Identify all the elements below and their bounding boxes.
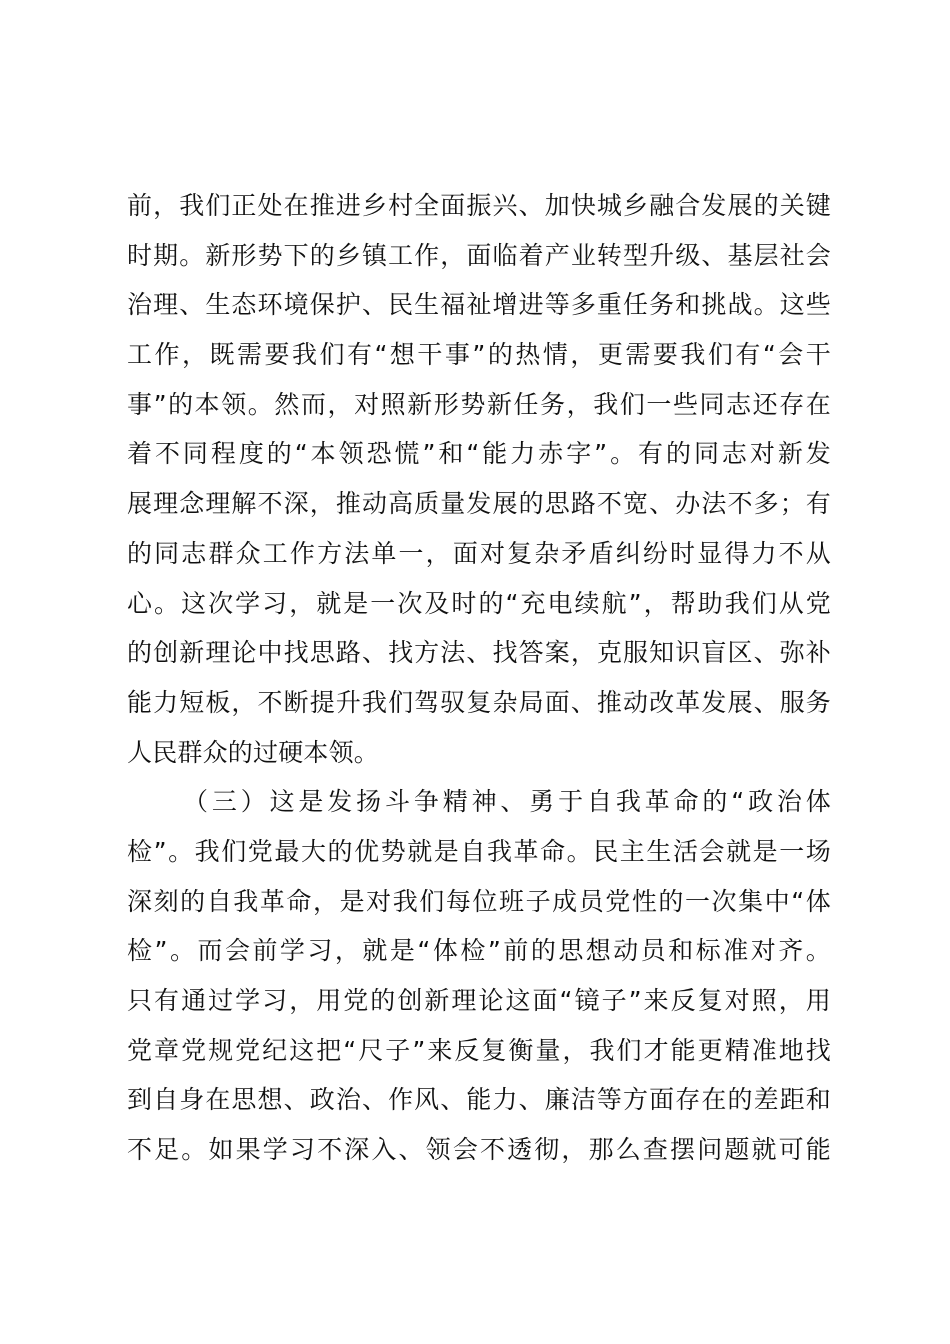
text-line: 展理念理解不深，推动高质量发展的思路不宽、办法不多；有 xyxy=(127,489,831,519)
paragraph-ability-improvement xyxy=(127,181,831,777)
text-line: 治理、生态环境保护、民生福祉增进等多重任务和挑战。这些 xyxy=(127,290,831,320)
text-line: 事”的本领。然而，对照新形势新任务，我们一些同志还存在 xyxy=(127,389,831,419)
text-line: 只有通过学习，用党的创新理论这面“镜子”来反复对照，用 xyxy=(127,986,831,1015)
text-line: 时期。新形势下的乡镇工作，面临着产业转型升级、基层社会 xyxy=(127,240,831,270)
text-line: 深刻的自我革命，是对我们每位班子成员党性的一次集中“体 xyxy=(127,886,831,916)
text-line: 的同志群众工作方法单一，面对复杂矛盾纠纷时显得力不从 xyxy=(127,538,831,568)
text-line: 能力短板，不断提升我们驾驭复杂局面、推动改革发展、服务 xyxy=(127,687,831,717)
text-line: 党章党规党纪这把“尺子”来反复衡量，我们才能更精准地找 xyxy=(127,1035,831,1065)
document-body xyxy=(127,181,831,1175)
text-line: 检”。而会前学习，就是“体检”前的思想动员和标准对齐。 xyxy=(127,936,831,966)
text-line: 到自身在思想、政治、作风、能力、廉洁等方面存在的差距和 xyxy=(127,1085,831,1115)
text-line: 检”。我们党最大的优势就是自我革命。民主生活会就是一场 xyxy=(127,836,831,866)
text-line: 的创新理论中找思路、找方法、找答案，克服知识盲区、弥补 xyxy=(127,638,831,668)
text-line: 着不同程度的“本领恐慌”和“能力赤字”。有的同志对新发 xyxy=(127,439,831,469)
text-line: 心。这次学习，就是一次及时的“充电续航”，帮助我们从党 xyxy=(127,588,831,618)
text-line: 人民群众的过硬本领。 xyxy=(127,737,380,767)
section-heading-line: （三）这是发扬斗争精神、勇于自我革命的“政治体 xyxy=(183,787,831,817)
text-line: 工作，既需要我们有“想干事”的热情，更需要我们有“会干 xyxy=(127,340,831,370)
paragraph-section-three-political-checkup xyxy=(127,777,831,1175)
text-line: 不足。如果学习不深入、领会不透彻，那么查摆问题就可能 xyxy=(127,1135,831,1165)
text-line: 前，我们正处在推进乡村全面振兴、加快城乡融合发展的关键 xyxy=(127,191,831,220)
